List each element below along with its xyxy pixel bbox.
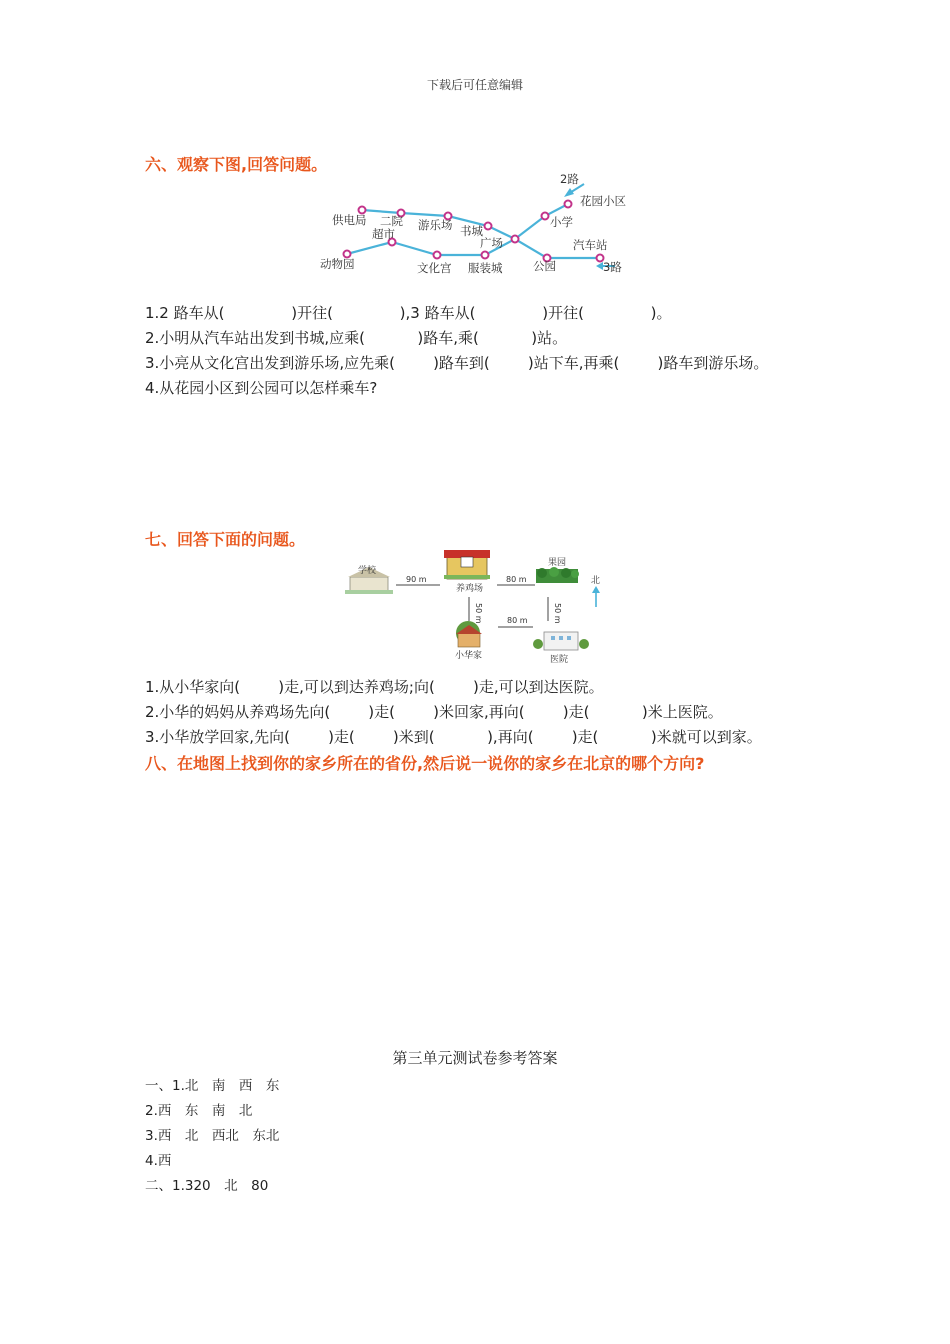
answer-line-5: 二、1.320 北 80	[145, 1178, 269, 1194]
station-label-guangchang: 广场	[480, 236, 503, 250]
page-header: 下载后可任意编辑	[426, 78, 523, 92]
answer-line-3: 3.西 北 西北 东北	[145, 1128, 280, 1144]
s6-question-4: 4.从花园小区到公园可以怎样乘车?	[145, 379, 378, 397]
distance-farm-home: 50 m	[474, 603, 483, 624]
distance-home-hospital: 80 m	[507, 616, 528, 625]
north-arrow-head	[592, 586, 600, 593]
place-label-school: 学校	[358, 566, 377, 576]
xiaohua-home-building	[456, 621, 482, 647]
chicken-farm-building	[444, 550, 490, 579]
place-label-chicken-farm: 养鸡场	[456, 584, 484, 594]
station-label-xiaoxue: 小学	[550, 215, 573, 229]
answer-line-1: 一、1.北 南 西 东	[145, 1078, 280, 1094]
station-dot-guangchang	[512, 236, 519, 243]
station-dot-wenhuagong	[434, 252, 441, 259]
section-6-title: 六、观察下图,回答问题。	[145, 155, 328, 174]
route-label-2: 2路	[560, 172, 579, 186]
station-dot-shucheng	[485, 223, 492, 230]
station-dot-xiaoxue	[542, 213, 549, 220]
s7-question-3: 3.小华放学回家,先向( )走( )米到( ),再向( )走( )米就可以到家。	[145, 728, 762, 746]
s6-question-1: 1.2 路车从( )开往( ),3 路车从( )开往( )。	[145, 304, 672, 322]
route-label-3: 3路	[603, 260, 622, 274]
distance-school-farm: 90 m	[406, 575, 427, 584]
station-label-shucheng: 书城	[460, 224, 483, 238]
orchard-trees	[536, 567, 579, 583]
station-dot-huayuan	[565, 201, 572, 208]
section-7-title: 七、回答下面的问题。	[145, 530, 306, 549]
station-label-dongwuyuan: 动物园	[320, 257, 355, 271]
answer-line-4: 4.西	[145, 1153, 172, 1169]
station-label-chaoshi: 超市	[372, 227, 395, 241]
station-label-wenhuagong: 文化宫	[417, 261, 452, 275]
answer-line-2: 2.西 东 南 北	[145, 1103, 253, 1119]
direction-map	[340, 545, 620, 670]
station-label-gongdianju: 供电局	[332, 213, 367, 227]
place-label-orchard: 果园	[548, 558, 567, 568]
station-label-eryuan: 二院	[380, 214, 403, 228]
answers-title: 第三单元测试卷参考答案	[392, 1049, 558, 1067]
station-dot-fuzhuangcheng	[482, 252, 489, 259]
north-label: 北	[591, 576, 601, 586]
s7-question-2: 2.小华的妈妈从养鸡场先向( )走( )米回家,再向( )走( )米上医院。	[145, 703, 723, 721]
place-label-xiaohua-home: 小华家	[455, 651, 483, 661]
arrow-3-head	[596, 262, 603, 270]
distance-orchard-hospital: 50 m	[553, 603, 562, 624]
place-label-hospital: 医院	[550, 655, 569, 665]
hospital-building	[533, 632, 589, 650]
station-label-fuzhuangcheng: 服装城	[468, 261, 503, 275]
s6-question-2: 2.小明从汽车站出发到书城,应乘( )路车,乘( )站。	[145, 329, 568, 347]
station-label-gongyuan: 公园	[533, 259, 556, 273]
station-label-huayuan: 花园小区	[580, 194, 626, 208]
section-8-title: 八、在地图上找到你的家乡所在的省份,然后说一说你的家乡在北京的哪个方向?	[145, 754, 705, 773]
s7-question-1: 1.从小华家向( )走,可以到达养鸡场;向( )走,可以到达医院。	[145, 678, 604, 696]
station-label-qichezhan: 汽车站	[573, 238, 608, 252]
distance-farm-orchard: 80 m	[506, 575, 527, 584]
bus-route-map	[310, 170, 640, 282]
s6-question-3: 3.小亮从文化宫出发到游乐场,应先乘( )路车到( )站下车,再乘( )路车到游乐场。	[145, 354, 769, 372]
route-line-3	[347, 239, 600, 258]
station-label-youlechang: 游乐场	[418, 218, 453, 232]
arrow-2-head	[564, 188, 574, 197]
